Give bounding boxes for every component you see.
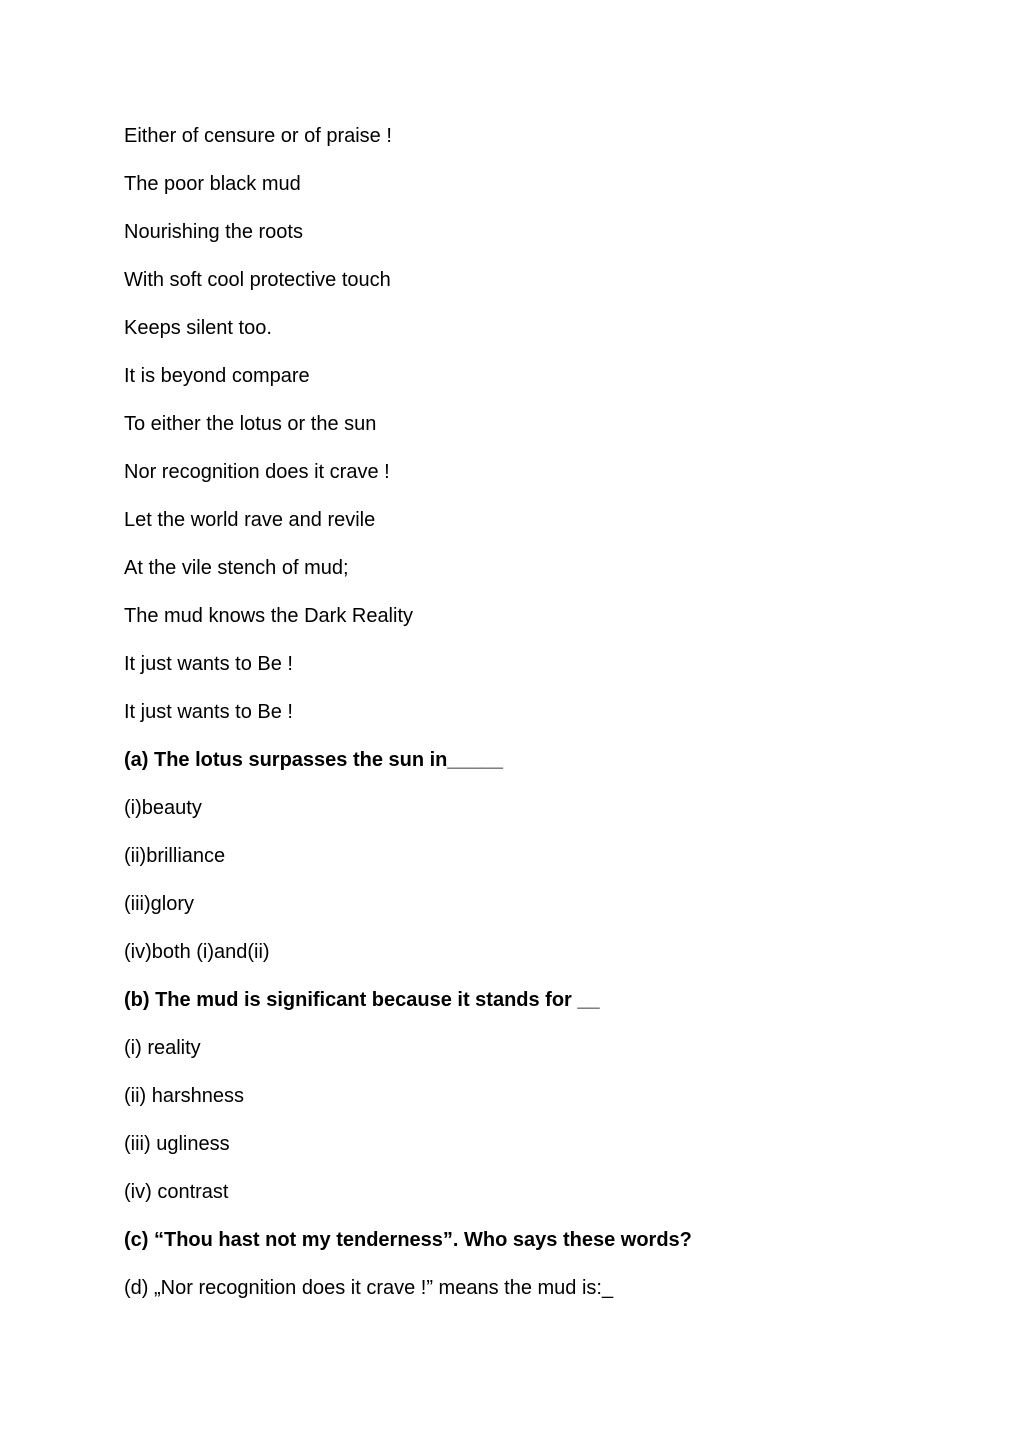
poem-line: Either of censure or of praise ! bbox=[124, 125, 392, 147]
poem-line: The mud knows the Dark Reality bbox=[124, 605, 414, 627]
question-b-option: (iii) ugliness bbox=[124, 1133, 230, 1155]
poem-line: It just wants to Be ! bbox=[124, 653, 293, 675]
poem-line: At the vile stench of mud; bbox=[124, 557, 349, 579]
question-a-option: (iii)glory bbox=[124, 893, 194, 915]
poem-line: It is beyond compare bbox=[124, 365, 310, 387]
poem-line: Nourishing the roots bbox=[124, 221, 303, 243]
question-b-option: (ii) harshness bbox=[124, 1085, 245, 1107]
question-a-option: (i)beauty bbox=[124, 797, 202, 819]
poem-line: Keeps silent too. bbox=[124, 317, 272, 339]
question-a-prompt: (a) The lotus surpasses the sun in_____ bbox=[124, 749, 504, 771]
question-c-prompt: (c) “Thou hast not my tenderness”. Who says these words? bbox=[124, 1229, 692, 1251]
document-page bbox=[124, 124, 924, 1324]
poem-line: With soft cool protective touch bbox=[124, 269, 391, 291]
poem-line: Nor recognition does it crave ! bbox=[124, 461, 390, 483]
question-b-option: (iv) contrast bbox=[124, 1181, 229, 1203]
question-a-option: (ii)brilliance bbox=[124, 845, 226, 867]
poem-line: It just wants to Be ! bbox=[124, 701, 293, 723]
poem-line: The poor black mud bbox=[124, 173, 301, 195]
question-b-prompt: (b) The mud is significant because it stands for __ bbox=[124, 989, 600, 1011]
poem-line: To either the lotus or the sun bbox=[124, 413, 377, 435]
question-d-prompt: (d) „Nor recognition does it crave !” means the mud is:_ bbox=[124, 1277, 614, 1299]
poem-line: Let the world rave and revile bbox=[124, 509, 376, 531]
question-b-option: (i) reality bbox=[124, 1037, 201, 1059]
question-a-option: (iv)both (i)and(ii) bbox=[124, 941, 270, 963]
